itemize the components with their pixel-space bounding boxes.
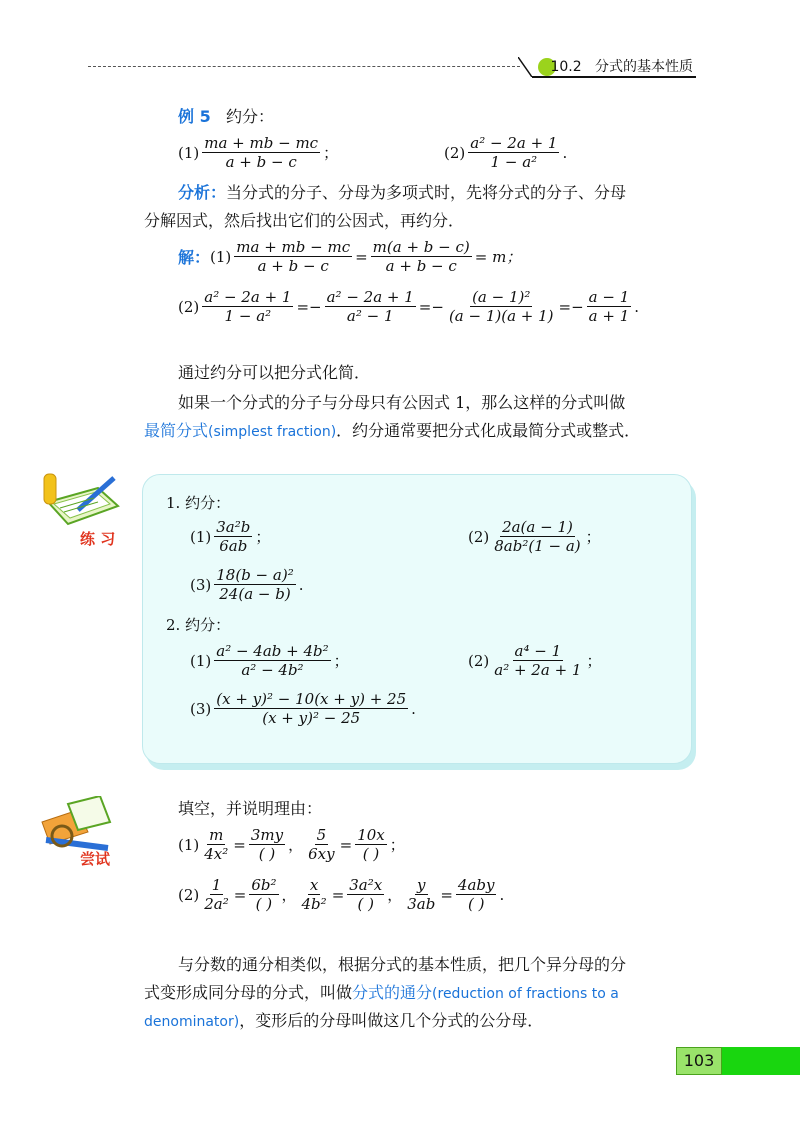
fraction	[214, 642, 330, 679]
question-index: (2)	[468, 527, 490, 546]
equals-sign: =	[355, 247, 368, 266]
punctuation: .	[634, 297, 640, 316]
fraction	[492, 642, 583, 679]
fraction	[202, 288, 293, 325]
numerator: 6b²	[251, 876, 277, 894]
header-slant-rule	[518, 57, 532, 77]
numerator: 3a²b	[216, 518, 251, 536]
denominator: 1 − a²	[224, 307, 272, 325]
pen-book-icon	[38, 796, 122, 856]
term-simplest-fraction: 最简分式	[144, 421, 209, 440]
question-index: (2)	[178, 297, 200, 316]
punctuation: .	[562, 143, 568, 162]
fraction	[214, 518, 252, 555]
fraction	[347, 876, 384, 913]
punctuation: ，	[281, 886, 297, 904]
numerator: m(a + b − c)	[372, 238, 470, 256]
term-common-denominator: 分式的通分	[352, 983, 433, 1002]
punctuation: ；	[323, 144, 339, 162]
fraction	[325, 288, 416, 325]
denominator: 1 − a²	[490, 153, 538, 171]
numerator: 2a(a − 1)	[502, 518, 573, 536]
numerator: m	[209, 826, 224, 844]
section-number: 10.2	[550, 59, 582, 75]
question-index: (2)	[468, 651, 490, 670]
blank-denominator: ( )	[258, 845, 276, 863]
punctuation: ；	[586, 652, 602, 670]
body-text: ，变形后的分母叫做这几个分式的公分母．	[239, 1011, 544, 1030]
numerator: 5	[316, 826, 327, 844]
denominator: 24(a − b)	[219, 585, 291, 603]
fraction	[202, 876, 231, 913]
fraction	[300, 876, 329, 913]
page-number-bar	[722, 1047, 800, 1075]
exercise-1-item-1	[190, 518, 270, 555]
question-index: (2)	[444, 143, 466, 162]
question-index: (1)	[190, 527, 212, 546]
solution-line-1	[178, 238, 521, 275]
denominator: a + b − c	[385, 257, 457, 275]
exercise-2-item-1	[190, 642, 349, 679]
solution-label: 解：	[178, 248, 211, 267]
denominator: 4b²	[301, 895, 327, 913]
blank-denominator: ( )	[255, 895, 273, 913]
blank-denominator: ( )	[467, 895, 485, 913]
numerator: 10x	[357, 826, 385, 844]
punctuation: ，	[387, 886, 403, 904]
term-english: denominator)	[144, 1014, 240, 1030]
section-header	[538, 56, 693, 76]
denominator: a² − 1	[346, 307, 394, 325]
page-number: 103	[676, 1047, 722, 1075]
equals-sign: =	[339, 835, 353, 854]
punctuation: .	[499, 885, 505, 904]
body-text: 式变形成同分母的分式，叫做	[144, 983, 353, 1002]
fraction	[468, 134, 559, 171]
blank-denominator: ( )	[362, 845, 380, 863]
term-english: (reduction of fractions to a	[432, 986, 619, 1002]
punctuation: ；	[255, 528, 271, 546]
numerator: 1	[211, 876, 222, 894]
analysis-line-1	[178, 182, 626, 204]
numerator: (a − 1)²	[472, 288, 531, 306]
numerator: 3my	[250, 826, 284, 844]
body-text: ．约分通常要把分式化成最简分式或整式．	[336, 421, 641, 440]
trial-icon	[38, 796, 122, 872]
question-index: (1)	[210, 247, 232, 266]
question-index: (2)	[178, 885, 200, 904]
numerator: y	[417, 876, 426, 894]
numerator: a² − 4ab + 4b²	[216, 642, 329, 660]
equals-minus-sign: =−	[296, 297, 322, 316]
equals-sign: =	[233, 885, 247, 904]
fraction	[447, 288, 556, 325]
equals-sign: =	[331, 885, 345, 904]
example-question-2	[444, 134, 567, 171]
fraction	[234, 238, 352, 275]
punctuation: ；	[389, 836, 405, 854]
question-index: (3)	[190, 699, 212, 718]
closing-line-1: 与分数的通分相类似，根据分式的基本性质，把几个异分母的分	[178, 955, 627, 974]
exercise-2-title: 2. 约分：	[166, 616, 231, 634]
numerator: a² − 2a + 1	[470, 134, 558, 152]
denominator: a + 1	[588, 307, 630, 325]
exercise-2-item-3	[190, 690, 416, 727]
equals-sign: =	[440, 885, 453, 904]
punctuation: ；	[333, 652, 349, 670]
equals-minus-sign: =−	[418, 297, 444, 316]
result: = m；	[474, 248, 522, 266]
numerator: a² − 2a + 1	[204, 288, 292, 306]
fraction	[371, 238, 472, 275]
fraction	[405, 876, 437, 913]
section-title: 分式的基本性质	[594, 59, 693, 75]
denominator: a + b − c	[225, 153, 297, 171]
solution-line-2	[178, 288, 639, 325]
question-index: (3)	[190, 575, 212, 594]
exercise-icon-label: 练 习	[80, 530, 116, 548]
denominator: (x + y)² − 25	[262, 709, 361, 727]
fraction	[587, 288, 632, 325]
fraction	[456, 876, 497, 913]
notebook-pencil-icon	[38, 470, 122, 530]
numerator: a⁴ − 1	[514, 642, 562, 660]
denominator: a² + 2a + 1	[494, 661, 582, 679]
example-heading	[178, 106, 274, 128]
example-title: 约分：	[225, 107, 274, 126]
numerator: a² − 2a + 1	[326, 288, 414, 306]
question-index: (1)	[178, 143, 200, 162]
denominator: a + b − c	[257, 257, 329, 275]
numerator: x	[309, 876, 319, 894]
exercise-icon	[38, 470, 122, 550]
denominator: 2a²	[204, 895, 229, 913]
header-underline	[532, 76, 696, 78]
punctuation: ，	[288, 836, 304, 854]
question-index: (1)	[178, 835, 200, 854]
fraction	[306, 826, 336, 863]
example-label: 例 5	[178, 107, 211, 126]
fraction	[214, 690, 408, 727]
punctuation: .	[411, 699, 416, 718]
trial-title: 填空，并说明理由：	[178, 799, 323, 818]
closing-line-3	[144, 1010, 543, 1033]
equals-sign: =	[233, 835, 246, 854]
fraction	[355, 826, 387, 863]
trial-row-1	[178, 826, 405, 863]
numerator: 3a²x	[349, 876, 383, 894]
analysis-line-2: 分解因式，然后找出它们的公因式，再约分．	[144, 211, 465, 230]
denominator: a² − 4b²	[241, 661, 304, 679]
numerator: ma + mb − mc	[204, 134, 319, 152]
denominator: 6ab	[219, 537, 248, 555]
numerator: (x + y)² − 10(x + y) + 25	[216, 690, 407, 708]
term-simplest-fraction-english: (simplest fraction)	[208, 424, 337, 440]
denominator: 6xy	[308, 845, 335, 863]
exercise-1-item-2	[468, 518, 601, 555]
numerator: a − 1	[588, 288, 630, 306]
exercise-2-item-2	[468, 642, 601, 679]
punctuation: ；	[585, 528, 601, 546]
question-index: (1)	[190, 651, 212, 670]
equals-minus-sign: =−	[558, 297, 584, 316]
header-dashed-rule	[88, 66, 520, 67]
body-paragraph-1: 通过约分可以把分式化简．	[178, 363, 371, 382]
closing-line-2	[144, 982, 619, 1005]
analysis-text: 当分式的分子、分母为多项式时，先将分式的分子、分母	[226, 183, 627, 202]
punctuation: .	[298, 575, 304, 594]
exercise-1-title: 1. 约分：	[166, 494, 231, 512]
denominator: 3ab	[407, 895, 436, 913]
body-paragraph-2-line-1: 如果一个分式的分子与分母只有公因式 1，那么这样的分式叫做	[178, 393, 626, 412]
fraction	[249, 876, 278, 913]
blank-denominator: ( )	[357, 895, 374, 913]
example-question-1	[178, 134, 338, 171]
trial-row-2	[178, 876, 504, 913]
denominator: 8ab²(1 − a)	[494, 537, 581, 555]
fraction	[202, 134, 320, 171]
fraction	[202, 826, 230, 863]
fraction	[492, 518, 582, 555]
numerator: 18(b − a)²	[216, 566, 294, 584]
denominator: 4x²	[204, 845, 229, 863]
body-paragraph-2-line-2	[144, 420, 640, 443]
numerator: 4aby	[457, 876, 495, 894]
numerator: ma + mb − mc	[236, 238, 351, 256]
fraction	[214, 566, 295, 603]
exercise-1-item-3	[190, 566, 304, 603]
denominator: (a − 1)(a + 1)	[448, 307, 554, 325]
fraction	[249, 826, 285, 863]
trial-icon-label: 尝试	[80, 850, 111, 868]
analysis-label: 分析：	[178, 183, 227, 202]
